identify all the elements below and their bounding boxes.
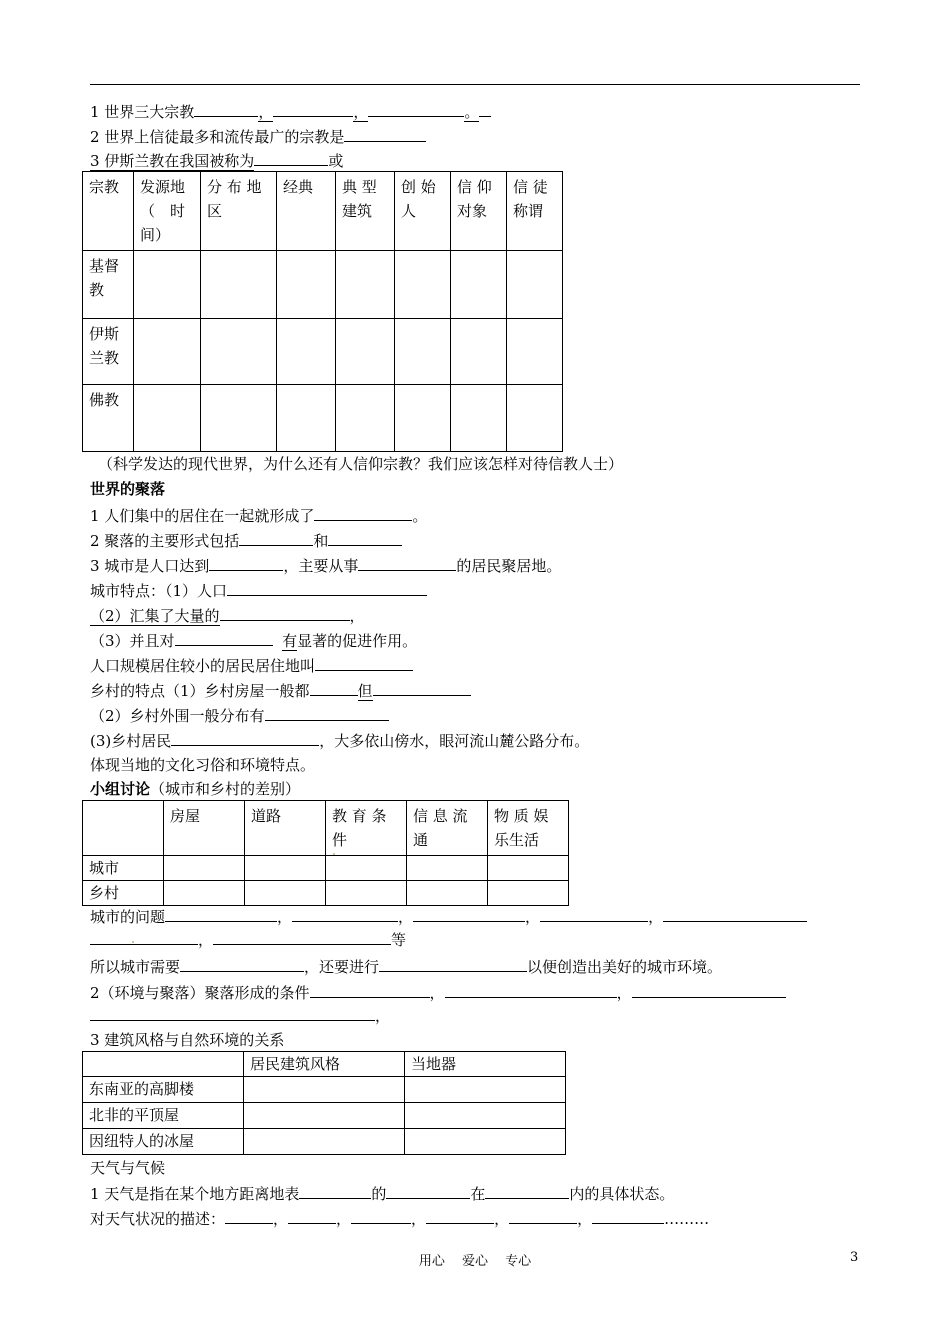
header-cell: 经典 bbox=[277, 172, 336, 251]
row-label: 城市 bbox=[83, 856, 164, 881]
city-feature-2: （2）汇集了大量的 ， bbox=[90, 607, 365, 625]
city-feature-3: （3）并且对 有显著的促进作用。 bbox=[90, 632, 418, 650]
q2-line: 2 世界上信徒最多和流传最广的宗教是 bbox=[90, 126, 426, 147]
header-cell: 创 始人 bbox=[395, 172, 451, 251]
discussion-line: 小组讨论（城市和乡村的差别） bbox=[90, 780, 301, 798]
page-number: 3 bbox=[850, 1250, 859, 1265]
s1-line: 1 人们集中的居住在一起就形成了 。 bbox=[90, 507, 428, 525]
header-cell: 分 布 地区 bbox=[201, 172, 277, 251]
row-label: 北非的平顶屋 bbox=[83, 1103, 244, 1129]
weather-desc: 对天气状况的描述： ， ， ， ， ， ……… bbox=[90, 1210, 710, 1228]
arch-table bbox=[82, 1051, 566, 1155]
mark-dot bbox=[333, 853, 335, 855]
problems-line: 城市的问题 ， ， ， ， bbox=[90, 906, 807, 927]
compare-table bbox=[82, 800, 569, 906]
header-cell bbox=[83, 801, 164, 856]
mark-dot bbox=[132, 941, 134, 943]
row-label: 乡村 bbox=[83, 881, 164, 906]
weather-def: 1 天气是指在某个地方距离地表 的 在 内的具体状态。 bbox=[90, 1185, 675, 1203]
row-label: 基督教 bbox=[83, 251, 134, 319]
header-cell: 物 质 娱乐生活 bbox=[488, 801, 569, 856]
row-label: 东南亚的高脚楼 bbox=[83, 1077, 244, 1103]
q3-line: 3 伊斯兰教在我国被称为 或 bbox=[90, 152, 344, 170]
header-cell: 典 型建筑 bbox=[336, 172, 395, 251]
arch-title: 3 建筑风格与自然环境的关系 bbox=[90, 1031, 285, 1049]
footer-text: 用心 爱心 专心 bbox=[418, 1254, 532, 1269]
row-label: 因纽特人的冰屋 bbox=[83, 1129, 244, 1155]
weather-title: 天气与气候 bbox=[90, 1159, 166, 1177]
village-feature-2: （2）乡村外围一般分布有 bbox=[90, 705, 389, 726]
village-def: 人口规模居住较小的居民居住地叫 bbox=[90, 655, 413, 676]
note-line: （科学发达的现代世界，为什么还有人信仰宗教？我们应该怎样对待信教人士） bbox=[98, 455, 624, 473]
village-feature-3: (3)乡村居民 ，大多依山傍水，眼河流山麓公路分布。 bbox=[90, 732, 590, 750]
env-line-2: ， bbox=[90, 1005, 390, 1026]
env-line: 2（环境与聚落）聚落形成的条件 ， ， bbox=[90, 982, 786, 1003]
header-cell: 宗教 bbox=[83, 172, 134, 251]
s2-line: 2 聚落的主要形式包括 和 bbox=[90, 530, 402, 551]
header-cell: 居民建筑风格 bbox=[244, 1052, 405, 1077]
header-cell: 教 育 条件 bbox=[326, 801, 407, 856]
header-cell: 当地器 bbox=[405, 1052, 566, 1077]
header-cell: 道路 bbox=[245, 801, 326, 856]
q1-line: 1 世界三大宗教 ， ， 。 bbox=[90, 101, 491, 122]
header-cell: 房屋 bbox=[164, 801, 245, 856]
header-cell bbox=[83, 1052, 244, 1077]
city-feature-1: 城市特点：（1）人口 bbox=[90, 580, 427, 601]
section-title: 世界的聚落 bbox=[90, 480, 166, 498]
header-cell: 发源地（ 时间） bbox=[134, 172, 201, 251]
need-line: 所以城市需要 ，还要进行 以便创造出美好的城市环境。 bbox=[90, 958, 723, 976]
row-label: 佛教 bbox=[83, 385, 134, 452]
village-feature-1: 乡村的特点（1）乡村房屋一般都 但 bbox=[90, 680, 471, 701]
header-rule bbox=[90, 84, 860, 85]
village-feature-4: 体现当地的文化习俗和环境特点。 bbox=[90, 756, 316, 774]
religion-table bbox=[82, 171, 563, 452]
s3-line: 3 城市是人口达到 ，主要从事 的居民聚居地。 bbox=[90, 557, 562, 575]
problems-line-2: ， 等 bbox=[90, 929, 406, 950]
header-cell: 信 息 流通 bbox=[407, 801, 488, 856]
row-label: 伊斯兰教 bbox=[83, 319, 134, 385]
header-cell: 信 徒称谓 bbox=[507, 172, 563, 251]
header-cell: 信 仰对象 bbox=[451, 172, 507, 251]
